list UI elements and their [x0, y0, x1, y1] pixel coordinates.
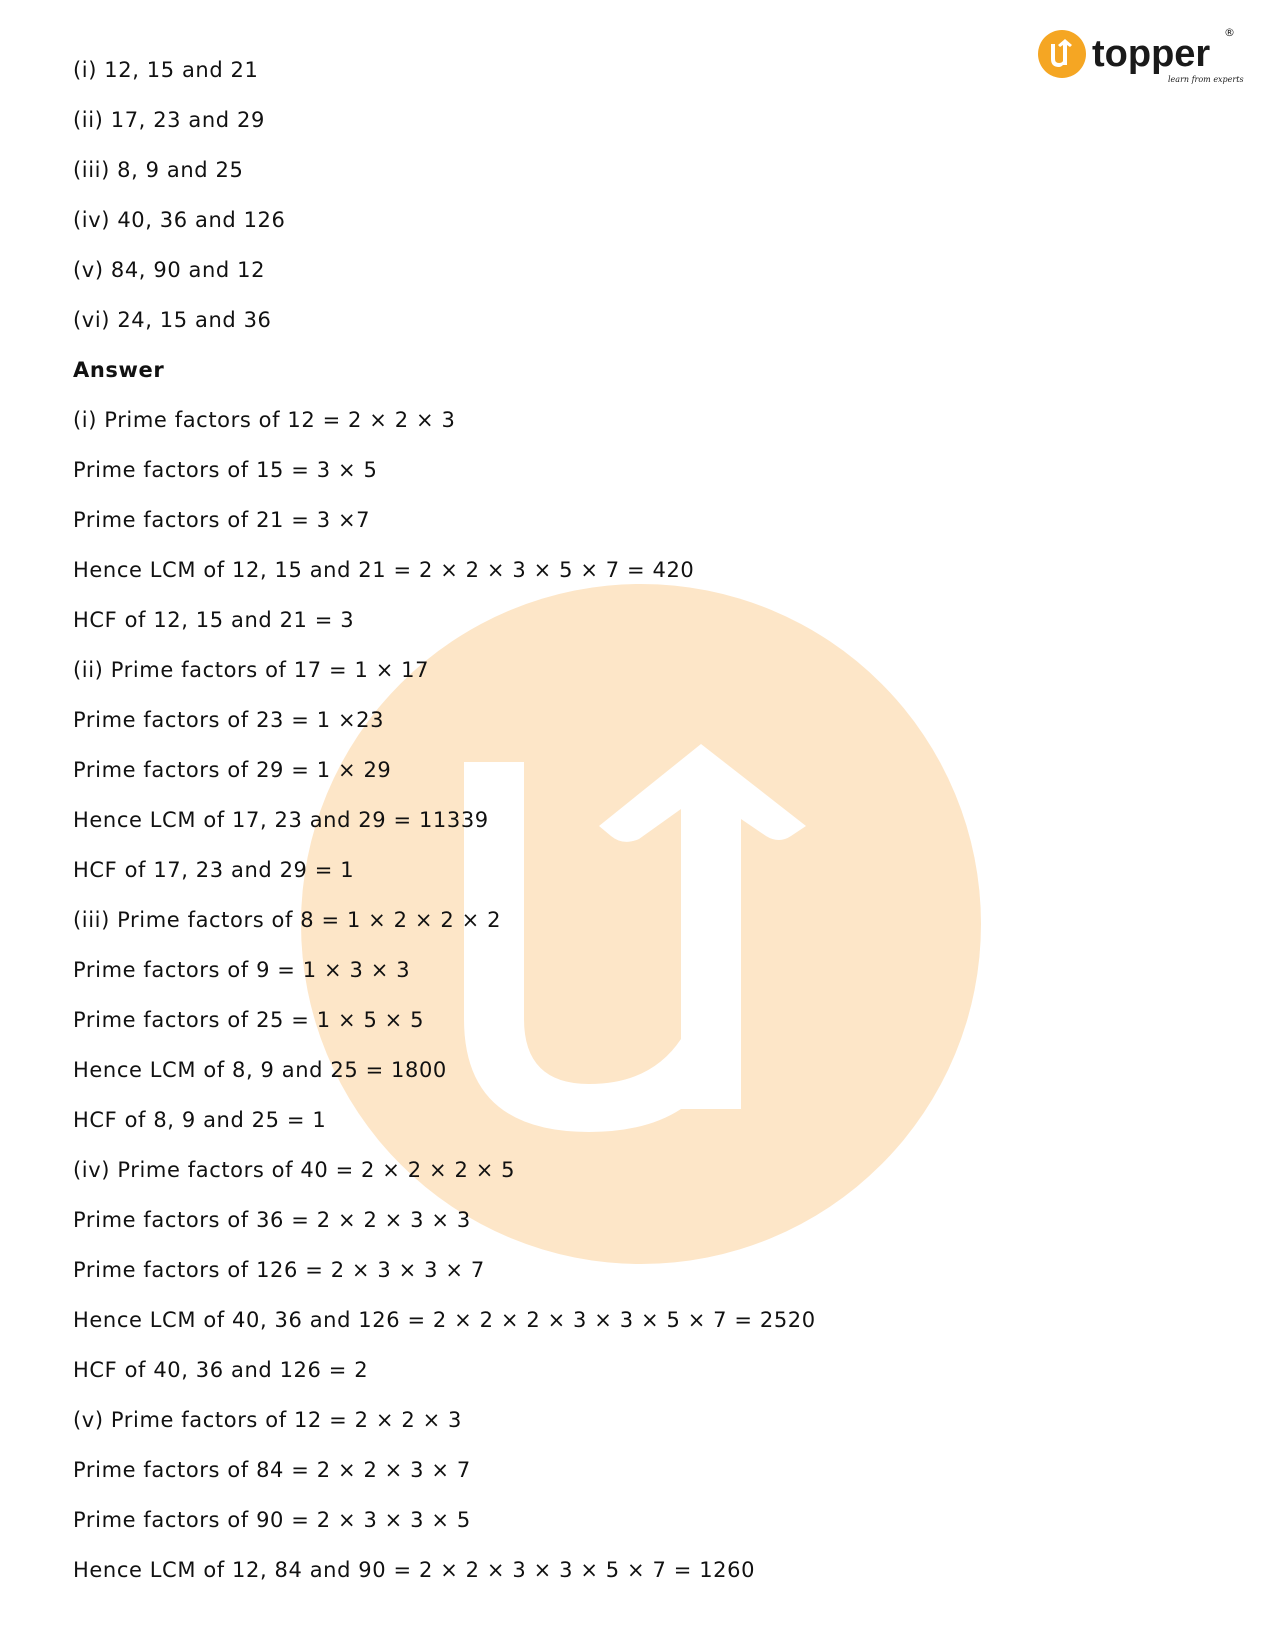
answer-line: Prime factors of 25 = 1 × 5 × 5: [73, 1008, 425, 1032]
answer-line: (i) Prime factors of 12 = 2 × 2 × 3: [73, 408, 456, 432]
question-item-iii: (iii) 8, 9 and 25: [73, 158, 244, 182]
answer-line: Prime factors of 29 = 1 × 29: [73, 758, 392, 782]
logo-wordmark: topper: [1092, 33, 1211, 75]
answer-line: Prime factors of 84 = 2 × 2 × 3 × 7: [73, 1458, 471, 1482]
answer-line: Prime factors of 36 = 2 × 2 × 3 × 3: [73, 1208, 471, 1232]
answer-line: (v) Prime factors of 12 = 2 × 2 × 3: [73, 1408, 463, 1432]
answer-line: HCF of 8, 9 and 25 = 1: [73, 1108, 327, 1132]
topper-logo: [1036, 22, 1244, 92]
answer-line: Prime factors of 90 = 2 × 3 × 3 × 5: [73, 1508, 471, 1532]
answer-line: Hence LCM of 40, 36 and 126 = 2 × 2 × 2 × 3 × 3 × 5 × 7 = 2520: [73, 1308, 816, 1332]
answer-line: HCF of 40, 36 and 126 = 2: [73, 1358, 369, 1382]
answer-line: HCF of 17, 23 and 29 = 1: [73, 858, 355, 882]
question-item-iv: (iv) 40, 36 and 126: [73, 208, 286, 232]
answer-line: (ii) Prime factors of 17 = 1 × 17: [73, 658, 430, 682]
answer-line: Hence LCM of 8, 9 and 25 = 1800: [73, 1058, 447, 1082]
answer-line: (iv) Prime factors of 40 = 2 × 2 × 2 × 5: [73, 1158, 516, 1182]
question-item-vi: (vi) 24, 15 and 36: [73, 308, 272, 332]
answer-line: Prime factors of 15 = 3 × 5: [73, 458, 378, 482]
document-content: [73, 56, 1173, 1606]
question-item-v: (v) 84, 90 and 12: [73, 258, 266, 282]
answer-heading: Answer: [73, 358, 165, 382]
answer-line: Prime factors of 23 = 1 ×23: [73, 708, 385, 732]
answer-line: Prime factors of 21 = 3 ×7: [73, 508, 371, 532]
answer-line: Prime factors of 126 = 2 × 3 × 3 × 7: [73, 1258, 485, 1282]
answer-line: Hence LCM of 12, 15 and 21 = 2 × 2 × 3 × 5 × 7 = 420: [73, 558, 695, 582]
answer-line: HCF of 12, 15 and 21 = 3: [73, 608, 355, 632]
answer-line: Prime factors of 9 = 1 × 3 × 3: [73, 958, 411, 982]
question-item-i: (i) 12, 15 and 21: [73, 58, 259, 82]
question-item-ii: (ii) 17, 23 and 29: [73, 108, 265, 132]
answer-line: (iii) Prime factors of 8 = 1 × 2 × 2 × 2: [73, 908, 502, 932]
registered-mark: ®: [1224, 26, 1235, 39]
answer-line: Hence LCM of 17, 23 and 29 = 11339: [73, 808, 489, 832]
answer-line: Hence LCM of 12, 84 and 90 = 2 × 2 × 3 × 3 × 5 × 7 = 1260: [73, 1558, 756, 1582]
logo-tagline: learn from experts: [1168, 75, 1244, 84]
